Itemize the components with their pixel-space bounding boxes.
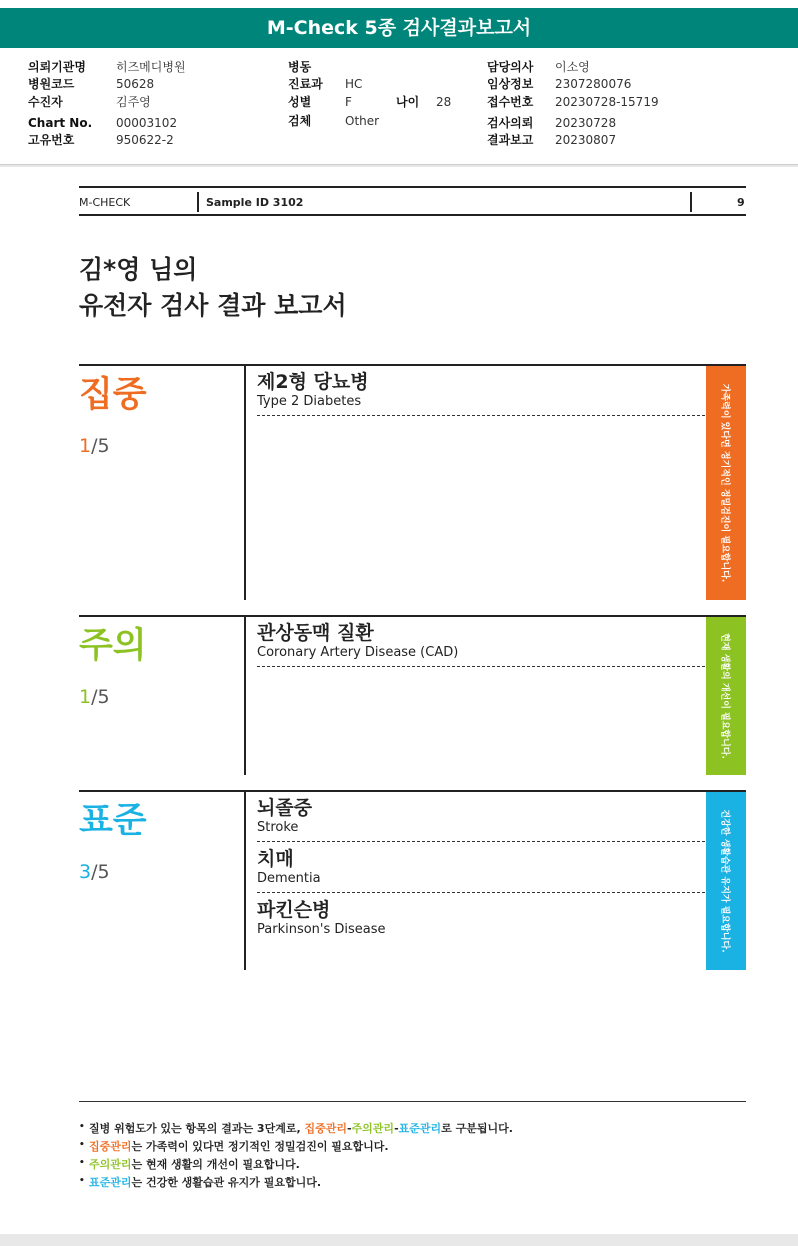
disease-name-en: Stroke (257, 820, 299, 835)
disease-item (257, 621, 705, 667)
note-text: - (394, 1122, 399, 1135)
risk-count-total: /5 (91, 435, 110, 457)
info-value: 950622-2 (116, 133, 174, 147)
disease-name-en: Type 2 Diabetes (257, 394, 362, 409)
section-rule (79, 364, 746, 366)
info-value: 28 (436, 95, 452, 109)
section-rule (79, 790, 746, 792)
header-rule-top (79, 186, 746, 188)
info-label: 수진자 (28, 95, 63, 109)
section-divider (244, 790, 246, 970)
risk-count-total: /5 (91, 861, 110, 883)
risk-count (79, 434, 110, 458)
note-keyword: 주의관리 (351, 1122, 395, 1135)
risk-side-text: 현재 생활의 개선이 필요합니다. (719, 633, 730, 759)
info-value: F (345, 95, 352, 109)
risk-side-text: 가족력이 있다면 정기적인 정밀검진이 필요합니다. (719, 383, 730, 583)
note-item (79, 1120, 513, 1138)
note-text: - (346, 1122, 352, 1135)
info-value: 2307280076 (555, 77, 632, 91)
section-divider (244, 364, 246, 600)
risk-count-total: /5 (91, 686, 110, 708)
risk-section-intensive (79, 364, 746, 600)
note-keyword: 주의관리 (89, 1158, 132, 1171)
info-label: 병원코드 (28, 77, 75, 91)
info-label: 진료과 (288, 77, 323, 91)
info-label: 담당의사 (487, 60, 534, 74)
info-label: 결과보고 (487, 133, 534, 147)
disease-item (257, 847, 705, 893)
info-value: 히즈메디병원 (116, 60, 186, 74)
risk-section-caution (79, 615, 746, 775)
disease-item (257, 796, 705, 842)
patient-info-block (0, 58, 798, 164)
note-item (79, 1174, 513, 1192)
report-heading-title: 유전자 검사 결과 보고서 (79, 291, 347, 320)
info-value: 50628 (116, 77, 155, 91)
risk-side-banner (706, 792, 746, 970)
risk-section-standard (79, 790, 746, 970)
disease-name-ko: 관상동맥 질환 (257, 622, 374, 644)
info-label: Chart No. (28, 116, 93, 130)
disease-name-en: Coronary Artery Disease (CAD) (257, 645, 459, 660)
disease-name-en: Parkinson's Disease (257, 922, 386, 937)
header-brand: M-CHECK (79, 196, 131, 209)
info-value: 20230807 (555, 133, 617, 147)
disease-name-ko: 치매 (257, 848, 294, 870)
risk-side-banner (706, 617, 746, 775)
info-divider (0, 164, 798, 167)
report-heading (79, 252, 347, 324)
info-label: 성별 (288, 95, 312, 109)
risk-count (79, 860, 110, 884)
disease-item (257, 370, 705, 416)
info-value: 20230728 (555, 116, 617, 130)
info-label: 의뢰기관명 (28, 60, 86, 74)
page-bottom-edge (0, 1234, 798, 1246)
disease-name-ko: 뇌졸중 (257, 797, 313, 819)
disease-name-ko: 파킨슨병 (257, 899, 331, 921)
risk-count-value: 1 (79, 686, 92, 708)
header-sample-id: Sample ID 3102 (206, 196, 304, 209)
risk-count (79, 685, 110, 709)
info-value: 00003102 (116, 116, 178, 130)
info-label: 검사의뢰 (487, 116, 534, 130)
report-title-bar: M-Check 5종 검사결과보고서 (0, 8, 798, 48)
report-heading-name: 김*영 님의 (79, 255, 198, 284)
info-label: 검체 (288, 114, 312, 128)
footer-rule (79, 1101, 746, 1102)
risk-count-value: 3 (79, 861, 92, 883)
info-label: 나이 (396, 95, 420, 109)
header-separator (690, 192, 692, 212)
risk-count-value: 1 (79, 435, 92, 457)
risk-side-banner (706, 366, 746, 600)
legend-notes (79, 1120, 513, 1192)
info-value: 김주영 (116, 95, 151, 109)
note-keyword: 표준관리 (89, 1176, 132, 1189)
disease-name-en: Dementia (257, 871, 321, 886)
info-label: 임상정보 (487, 77, 534, 91)
section-rule (79, 615, 746, 617)
note-text: 는 건강한 생활습관 유지가 필요합니다. (131, 1176, 322, 1189)
note-item (79, 1156, 513, 1174)
risk-category-label: 표준 (79, 801, 147, 841)
risk-side-text: 건강한 생활습관 유지가 필요합니다. (719, 809, 730, 953)
info-value: 이소영 (555, 60, 590, 74)
info-label: 병동 (288, 60, 312, 74)
info-value: Other (345, 114, 380, 128)
disease-item (257, 898, 705, 944)
note-text: 로 구분됩니다. (441, 1122, 513, 1135)
info-label: 접수번호 (487, 95, 534, 109)
note-item (79, 1138, 513, 1156)
note-keyword: 집중관리 (304, 1122, 347, 1135)
section-divider (244, 615, 246, 775)
info-value: HC (345, 77, 363, 91)
note-keyword: 표준관리 (398, 1122, 442, 1135)
note-keyword: 집중관리 (89, 1140, 132, 1153)
note-text: 는 현재 생활의 개선이 필요합니다. (131, 1158, 300, 1171)
risk-category-label: 주의 (79, 626, 147, 666)
info-label: 고유번호 (28, 133, 75, 147)
risk-category-label: 집중 (79, 375, 147, 415)
header-separator (197, 192, 199, 212)
info-value: 20230728-15719 (555, 95, 659, 109)
header-page-number: 9 (737, 196, 745, 209)
disease-name-ko: 제2형 당뇨병 (257, 371, 369, 393)
header-rule-bottom (79, 214, 746, 216)
note-text: 질병 위험도가 있는 항목의 결과는 3단계로, (89, 1122, 305, 1135)
note-text: 는 가족력이 있다면 정기적인 정밀검진이 필요합니다. (131, 1140, 389, 1153)
